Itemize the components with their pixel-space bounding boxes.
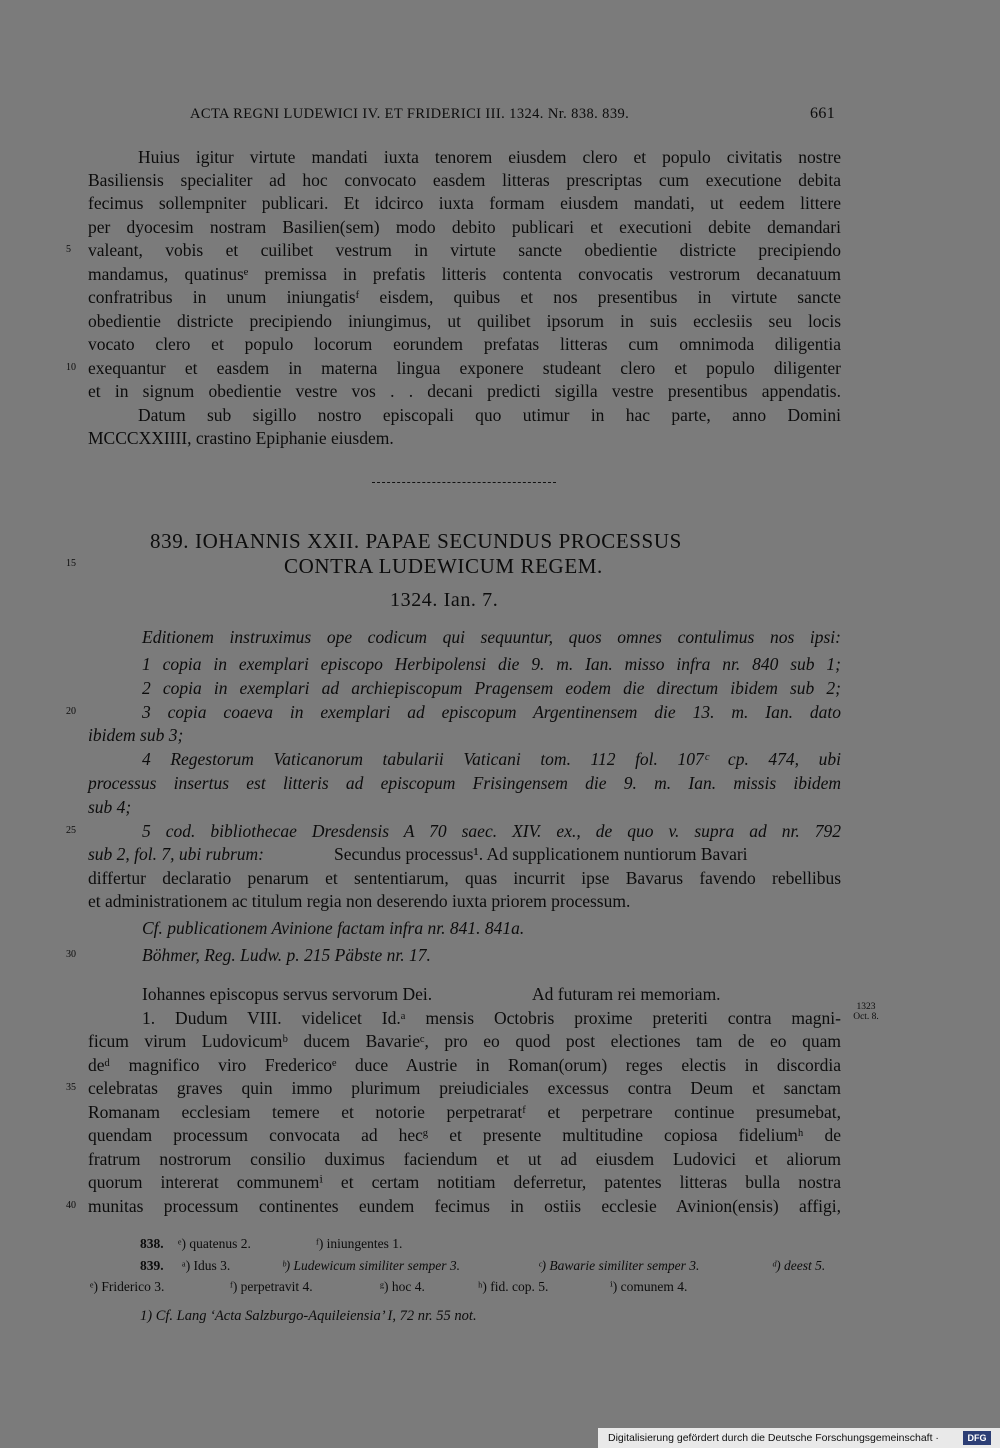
intro-line: sub 4; xyxy=(88,797,132,817)
text-line: MCCCXXIIII, crastino Epiphanie eiusdem. xyxy=(88,428,394,448)
text-line: vocato clero et populo locorum eorundem prefatas litteras cum omnimoda diligentia xyxy=(88,334,841,354)
margin-day: Oct. 8. xyxy=(853,1012,879,1022)
salutation-formula: Ad futuram rei memoriam. xyxy=(532,984,721,1004)
intro-line: et administrationem ac titulum regia non deserendo iuxta priorem processum. xyxy=(88,891,631,911)
footnote: ʰ) fid. cop. 5. xyxy=(478,1279,549,1294)
dfg-logo[interactable]: DFG xyxy=(963,1431,991,1445)
line-number: 25 xyxy=(66,825,76,836)
text-line: quendam processum convocata ad hecᵍ et presente multitudine copiosa fideliumʰ de xyxy=(88,1125,841,1145)
document-title: 839. IOHANNIS XXII. PAPAE SECUNDUS PROCESSUS xyxy=(150,529,682,553)
text-line: Romanam ecclesiam temere et notorie perpetraratᶠ et perpetrare continue presumebat, xyxy=(88,1102,841,1122)
text-line: fecimus sollempniter publicari. Et idcirco iuxta formam eiusdem mandati, ut eedem littere xyxy=(88,193,841,213)
footnote-label-838: 838. xyxy=(140,1236,164,1251)
text-line: confratribus in unum iniungatisᶠ eisdem, quibus et nos presentibus in virtute sancte xyxy=(88,287,841,307)
footnote-note: 1) Cf. Lang ‘Acta Salzburgo-Aquileiensia’ I, 72 nr. 55 not. xyxy=(140,1308,477,1324)
line-number: 40 xyxy=(66,1200,76,1211)
footer-text: Digitalisierung gefördert durch die Deutsche Forschungsgemeinschaft · xyxy=(608,1432,939,1444)
line-number: 20 xyxy=(66,706,76,717)
intro-line: 4 Regestorum Vaticanorum tabularii Vaticani tom. 112 fol. 107ᶜ cp. 474, ubi xyxy=(142,749,841,769)
footnote: ᵈ) deest 5. xyxy=(772,1258,826,1273)
text-line: ficum virum Ludovicumᵇ ducem Bavarieᶜ, pro eo quod post electiones tam de eo quam xyxy=(88,1031,841,1051)
intro-line: Editionem instruximus ope codicum qui sequuntur, quos omnes contulimus nos ipsi: xyxy=(142,627,841,647)
dfg-footer-bar xyxy=(598,1428,1000,1448)
footnote: ᶠ) iniungentes 1. xyxy=(316,1236,403,1251)
salutation: Iohannes episcopus servus servorum Dei. xyxy=(142,984,433,1004)
line-number: 15 xyxy=(66,558,76,569)
text-line: per dyocesim nostram Basilien(sem) modo debito publicari et executioni debite demandari xyxy=(88,217,841,237)
text-line: quorum intererat communemⁱ et certam notitiam deferretur, patentes litteras bulla nostra xyxy=(88,1172,841,1192)
text-line: valeant, vobis et cuilibet vestrum in virtute sancte obedientie districte precipiendo xyxy=(88,240,841,260)
margin-date-note xyxy=(846,1002,886,1022)
footnote-label-839: 839. xyxy=(140,1258,164,1273)
intro-line: ibidem sub 3; xyxy=(88,725,184,745)
document-title-line2: CONTRA LUDEWICUM REGEM. xyxy=(284,554,603,578)
text-line: 1. Dudum VIII. videlicet Id.ᵃ mensis Octobris proxime preteriti contra magni- xyxy=(142,1008,841,1028)
rubric-line: Secundus processus¹. Ad supplicationem nuntiorum Bavari xyxy=(334,844,748,864)
footnote: ᵉ) Friderico 3. xyxy=(90,1279,165,1294)
footnote: ᵃ) Idus 3. xyxy=(182,1258,231,1273)
line-number: 30 xyxy=(66,949,76,960)
footnote: ᶜ) Bawarie similiter semper 3. xyxy=(538,1258,700,1273)
intro-line: 5 cod. bibliothecae Dresdensis A 70 saec. XIV. ex., de quo v. supra ad nr. 792 xyxy=(142,821,841,841)
text-line: mandamus, quatinusᵉ premissa in prefatis litteris contenta convocatis vestrorum decanatuum xyxy=(88,264,841,284)
text-line: fratrum nostrorum consilio duximus faciendum et ut ad eiusdem Ludovici et aliorum xyxy=(88,1149,841,1169)
text-line: Datum sub sigillo nostro episcopali quo utimur in hac parte, anno Domini xyxy=(138,405,841,425)
text-line: obedientie districte precipiendo iniungimus, ut quilibet ipsorum in suis ecclesiis seu locis xyxy=(88,311,841,331)
reference-line: Cf. publicationem Avinione factam infra nr. 841. 841a. xyxy=(142,918,525,938)
text-line: Basiliensis specialiter ad hoc convocato easdem litteras prescriptas cum executione debita xyxy=(88,170,841,190)
intro-line: differtur declaratio penarum et sententiarum, quas incurrit ipse Bavarus favendo rebellibus xyxy=(88,868,841,888)
footnote: ᵍ) hoc 4. xyxy=(380,1279,425,1294)
section-divider xyxy=(372,482,556,483)
line-number: 35 xyxy=(66,1082,76,1093)
margin-year: 1323 xyxy=(856,1002,876,1012)
intro-line: sub 2, fol. 7, ubi rubrum: xyxy=(88,844,264,864)
document-date: 1324. Ian. 7. xyxy=(390,589,499,611)
text-line: celebratas graves quin immo plurimum preiudiciales excessus contra Deum et sanctam xyxy=(88,1078,841,1098)
text-line: munitas processum continentes eundem fecimus in ostiis ecclesie Avinion(ensis) affigi, xyxy=(88,1196,841,1216)
line-number: 10 xyxy=(66,362,76,373)
footnote: ᶠ) perpetravit 4. xyxy=(230,1279,313,1294)
intro-line: processus insertus est litteris ad episcopum Frisingensem die 9. m. Ian. missis ibidem xyxy=(88,773,841,793)
footnote: ᵉ) quatenus 2. xyxy=(178,1236,251,1251)
intro-line: 1 copia in exemplari episcopo Herbipolensi die 9. m. Ian. misso infra nr. 840 sub 1; xyxy=(142,654,841,674)
running-title: ACTA REGNI LUDEWICI IV. ET FRIDERICI III. 1324. Nr. 838. 839. xyxy=(190,106,630,122)
text-line: deᵈ magnifico viro Fredericoᵉ duce Austrie in Roman(orum) reges electis in discordia xyxy=(88,1055,841,1075)
footnote: ᵇ) Ludewicum similiter semper 3. xyxy=(282,1258,460,1273)
text-line: et in signum obedientie vestre vos . . decani predicti sigilla vestre presentibus appendatis. xyxy=(88,381,841,401)
line-number: 5 xyxy=(66,244,71,255)
text-line: Huius igitur virtute mandati iuxta tenorem eiusdem clero et populo civitatis nostre xyxy=(138,147,841,167)
footnote: ⁱ) comunem 4. xyxy=(610,1279,688,1294)
reference-line: Böhmer, Reg. Ludw. p. 215 Päbste nr. 17. xyxy=(142,945,431,965)
intro-line: 2 copia in exemplari ad archiepiscopum Pragensem eodem die directum ibidem sub 2; xyxy=(142,678,841,698)
intro-line: 3 copia coaeva in exemplari ad episcopum Argentinensem die 13. m. Ian. dato xyxy=(142,702,841,722)
text-line: exequantur et easdem in materna lingua exponere studeant clero et populo diligenter xyxy=(88,358,841,378)
page-number: 661 xyxy=(810,105,836,122)
